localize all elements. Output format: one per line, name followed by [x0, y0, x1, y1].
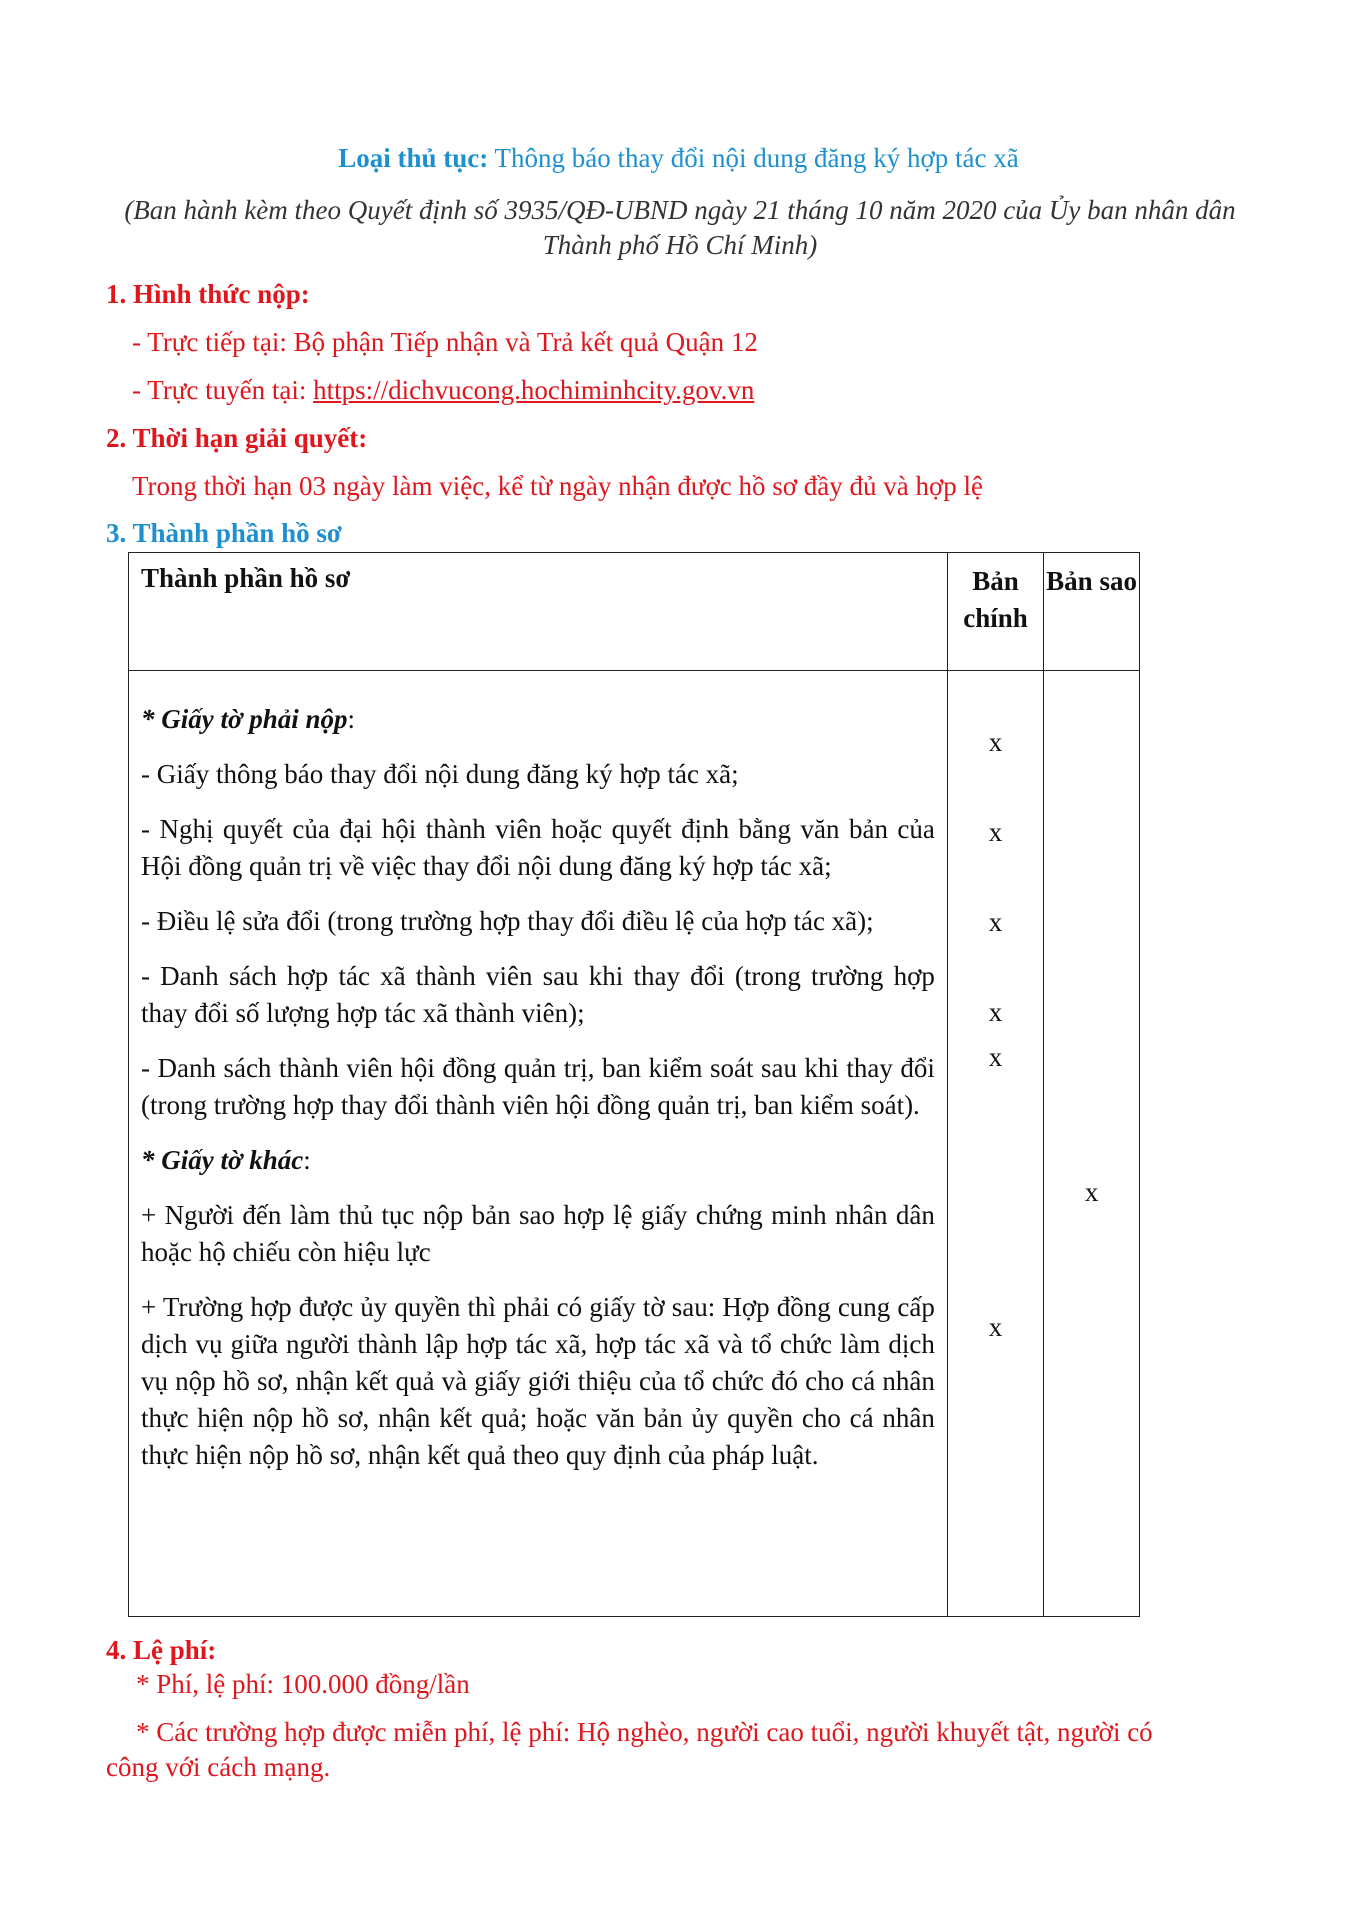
table-body-row [129, 671, 1140, 1617]
group-required-heading: * Giấy tờ phải nộp: [141, 704, 356, 734]
list-item: - Danh sách thành viên hội đồng quản trị, ban kiểm soát sau khi thay đổi (trong trường hợp thay đổi thành viên hội đồng quản trị, ban kiểm soát). [141, 1053, 935, 1120]
section-1-heading: 1. Hình thức nộp: [106, 279, 310, 309]
original-mark: x [988, 907, 1003, 937]
section-4-heading: 4. Lệ phí: [106, 1635, 217, 1665]
group-other-heading: * Giấy tờ khác: [141, 1145, 311, 1175]
table-header-row [129, 553, 1140, 671]
processing-time: Trong thời hạn 03 ngày làm việc, kể từ ngày nhận được hồ sơ đầy đủ và hợp lệ [132, 471, 983, 501]
document-subtitle: (Ban hành kèm theo Quyết định số 3935/QĐ-UBND ngày 21 tháng 10 năm 2020 của Ủy ban nhân dân Thành phố Hồ Chí Minh) [124, 195, 1236, 260]
documents-list [129, 671, 948, 1617]
list-item: + Người đến làm thủ tục nộp bản sao hợp lệ giấy chứng minh nhân dân hoặc hộ chiếu còn hiệu lực [141, 1200, 935, 1267]
document-title [0, 143, 1357, 174]
copy-mark: x [1084, 1177, 1099, 1207]
list-item: - Danh sách hợp tác xã thành viên sau khi thay đổi (trong trường hợp thay đổi số lượng hợp tác xã thành viên); [141, 961, 935, 1028]
list-item: - Giấy thông báo thay đổi nội dung đăng ký hợp tác xã; [141, 759, 739, 789]
fee-exemption: * Các trường hợp được miễn phí, lệ phí: Hộ nghèo, người cao tuổi, người khuyết tật, người có [136, 1717, 1153, 1747]
original-marks-column [947, 671, 1043, 1617]
fee-amount: * Phí, lệ phí: 100.000 đồng/lần [136, 1669, 470, 1699]
submission-online [132, 375, 754, 406]
header-copy: Bản sao [1044, 553, 1140, 671]
list-item: + Trường hợp được ủy quyền thì phải có giấy tờ sau: Hợp đồng cung cấp dịch vụ giữa người thành lập hợp tác xã, hợp tác xã và tổ chức làm dịch vụ nộp hồ sơ, nhận kết quả và giấy giới thiệu của tổ chức đó cho cá nhân thực hiện nộp hồ sơ, nhận kết quả; hoặc văn bản ủy quyền cho cá nhân thực hiện nộp hồ sơ, nhận kết quả theo quy định của pháp luật. [141, 1292, 935, 1470]
section-2-heading: 2. Thời hạn giải quyết: [106, 423, 368, 453]
header-original: Bản chính [947, 553, 1043, 671]
original-mark: x [988, 1312, 1003, 1342]
section-3-heading: 3. Thành phần hồ sơ [106, 518, 342, 548]
title-text: Thông báo thay đổi nội dung đăng ký hợp tác xã [494, 143, 1019, 173]
documents-table [128, 552, 1140, 1617]
fee-exemption-cont: công với cách mạng. [106, 1752, 331, 1782]
original-mark: x [988, 997, 1003, 1027]
original-mark: x [988, 727, 1003, 757]
submission-online-label: - Trực tuyến tại: [132, 375, 314, 405]
list-item: - Nghị quyết của đại hội thành viên hoặc quyết định bằng văn bản của Hội đồng quản trị về việc thay đổi nội dung đăng ký hợp tác xã; [141, 814, 935, 881]
original-mark: x [988, 817, 1003, 847]
online-portal-link[interactable]: https://dichvucong.hochiminhcity.gov.vn [313, 375, 755, 405]
list-item: - Điều lệ sửa đổi (trong trường hợp thay đổi điều lệ của hợp tác xã); [141, 906, 874, 936]
header-documents: Thành phần hồ sơ [129, 553, 948, 671]
title-label: Loại thủ tục: [338, 143, 489, 173]
copy-marks-column [1044, 671, 1140, 1617]
submission-in-person: - Trực tiếp tại: Bộ phận Tiếp nhận và Trả kết quả Quận 12 [132, 327, 758, 357]
original-mark: x [988, 1042, 1003, 1072]
